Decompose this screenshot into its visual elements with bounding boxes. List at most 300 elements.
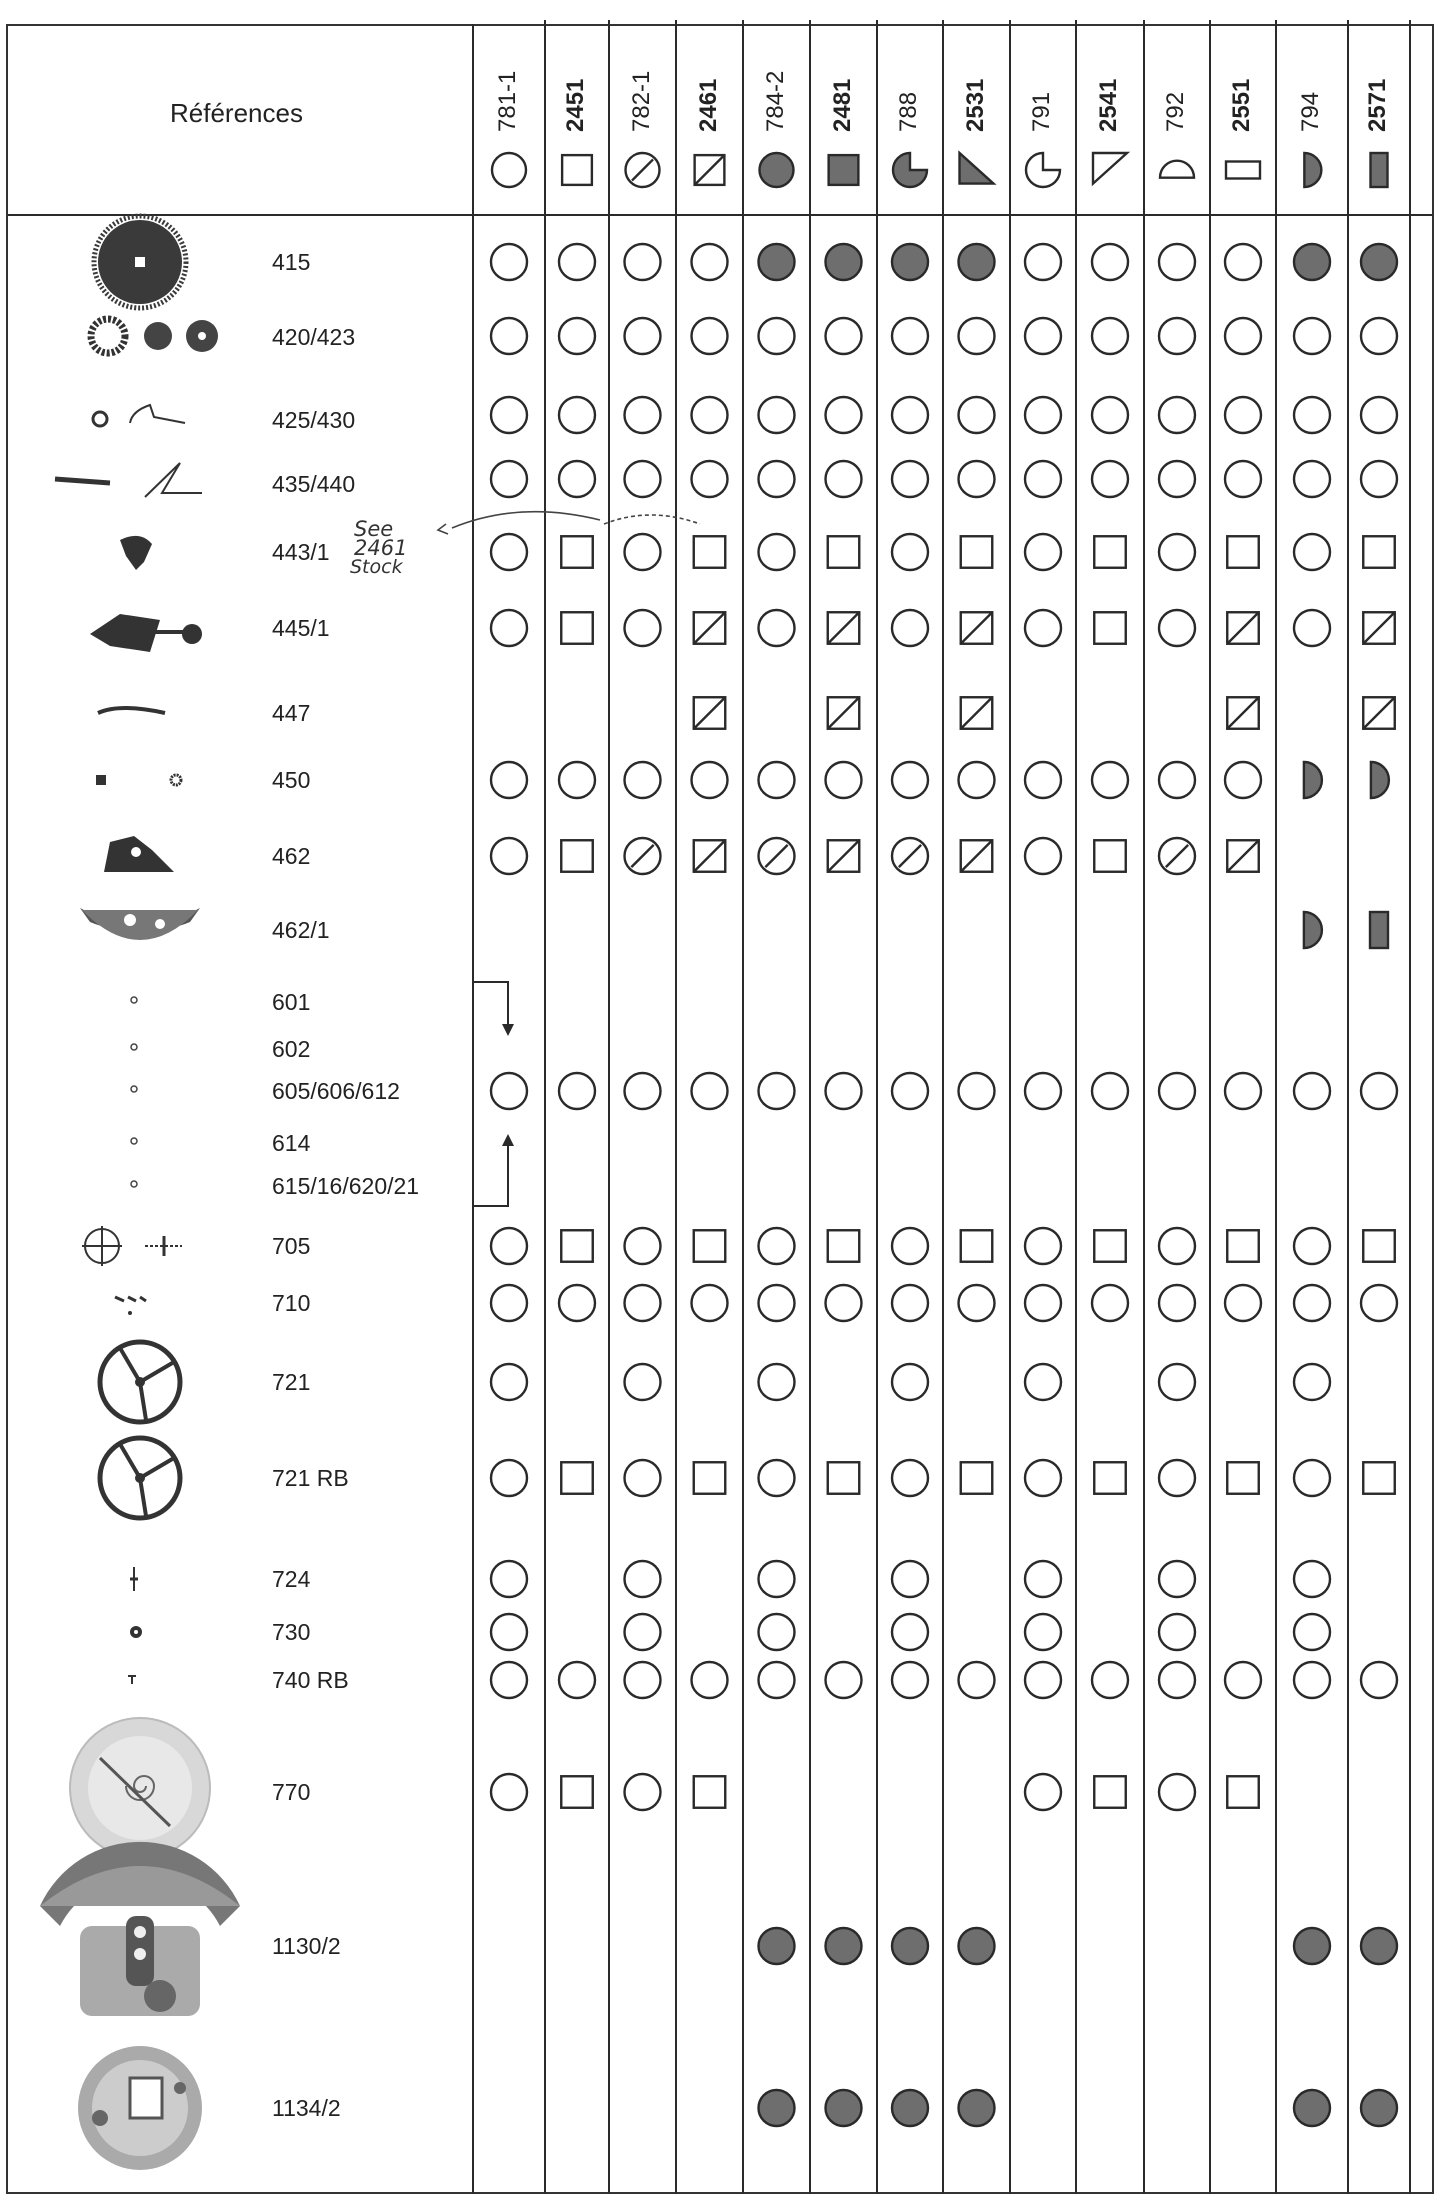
cell-450-2551 [1225, 762, 1261, 798]
cell-705-2451 [561, 1230, 593, 1262]
table-row [491, 1561, 1330, 1597]
cell-721-RB-791 [1025, 1460, 1061, 1496]
cell-721-781-1 [491, 1364, 527, 1400]
cell-445-1-792 [1159, 610, 1195, 646]
cell-415-794 [1294, 244, 1330, 280]
cell-730-784-2 [759, 1614, 795, 1650]
cell-420-423-2531 [959, 318, 995, 354]
cell-605-606-612-2531 [959, 1073, 995, 1109]
cell-1130-2-2481 [826, 1928, 862, 1964]
cell-420-423-2461 [692, 318, 728, 354]
cell-415-2461 [692, 244, 728, 280]
cell-450-2541 [1092, 762, 1128, 798]
column-symbol-784-2 [760, 153, 794, 187]
cell-705-792 [1159, 1228, 1195, 1264]
cell-450-782-1 [625, 762, 661, 798]
cell-443-1-781-1 [491, 534, 527, 570]
ref-label-415: 415 [272, 249, 311, 275]
cell-443-1-784-2 [759, 534, 795, 570]
cell-740-RB-784-2 [759, 1662, 795, 1698]
cell-705-2541 [1094, 1230, 1126, 1262]
column-code-781-1: 781-1 [494, 70, 521, 132]
cell-1130-2-784-2 [759, 1928, 795, 1964]
ref-label-705: 705 [272, 1233, 311, 1259]
cell-462-782-1 [625, 838, 661, 874]
cell-415-792 [1159, 244, 1195, 280]
cell-605-606-612-794 [1294, 1073, 1330, 1109]
ref-label-1130-2: 1130/2 [272, 1933, 341, 1959]
cell-447-2531 [961, 697, 993, 729]
cell-721-RB-782-1 [625, 1460, 661, 1496]
ref-label-770: 770 [272, 1779, 311, 1805]
ref-label-721: 721 [272, 1369, 311, 1395]
cell-445-1-791 [1025, 610, 1061, 646]
column-symbol-2461 [695, 155, 725, 185]
cell-435-440-788 [892, 461, 928, 497]
cell-420-423-2571 [1361, 318, 1397, 354]
cell-721-RB-2541 [1094, 1462, 1126, 1494]
cell-443-1-792 [1159, 534, 1195, 570]
cell-443-1-2531 [961, 536, 993, 568]
cell-435-440-2541 [1092, 461, 1128, 497]
cell-710-791 [1025, 1285, 1061, 1321]
column-code-791: 791 [1028, 91, 1055, 132]
cell-705-781-1 [491, 1228, 527, 1264]
cell-450-791 [1025, 762, 1061, 798]
cell-605-606-612-781-1 [491, 1073, 527, 1109]
cell-435-440-2451 [559, 461, 595, 497]
cell-721-RB-788 [892, 1460, 928, 1496]
cell-435-440-781-1 [491, 461, 527, 497]
cell-450-2461 [692, 762, 728, 798]
column-symbol-2451 [562, 155, 592, 185]
cell-740-RB-794 [1294, 1662, 1330, 1698]
table-row [759, 2090, 1398, 2126]
cell-740-RB-792 [1159, 1662, 1195, 1698]
ref-label-420-423: 420/423 [272, 324, 356, 350]
cell-415-2541 [1092, 244, 1128, 280]
cell-710-2571 [1361, 1285, 1397, 1321]
cell-425-430-791 [1025, 397, 1061, 433]
cell-450-794 [1304, 762, 1322, 798]
jewel-small-icon [131, 1138, 137, 1144]
cell-770-2541 [1094, 1776, 1126, 1808]
cell-770-792 [1159, 1774, 1195, 1810]
lever-spring-icon [55, 463, 202, 497]
cell-705-2481 [828, 1230, 860, 1262]
table-row [491, 762, 1389, 798]
note-line-1: See [354, 517, 394, 541]
ref-label-721-RB: 721 RB [272, 1465, 349, 1491]
rotor-bridge-icon [80, 908, 200, 940]
balance-wheel-icon [100, 1438, 180, 1518]
column-symbol-792 [1160, 161, 1194, 178]
column-symbol-782-1 [626, 153, 660, 187]
cell-1134-2-794 [1294, 2090, 1330, 2126]
cell-724-781-1 [491, 1561, 527, 1597]
bracket-top-line [473, 982, 508, 1030]
yoke-icon [90, 614, 202, 652]
yoke-spring-icon [98, 708, 165, 713]
cell-730-794 [1294, 1614, 1330, 1650]
ref-label-447: 447 [272, 700, 311, 726]
cell-443-1-794 [1294, 534, 1330, 570]
cell-415-2531 [959, 244, 995, 280]
table-row [491, 1614, 1330, 1650]
column-code-2481: 2481 [828, 78, 856, 132]
pallet-fork-icon [115, 1297, 146, 1315]
pinion-icon [96, 775, 181, 785]
part-icons [40, 216, 240, 2170]
cell-710-2531 [959, 1285, 995, 1321]
cell-443-1-2451 [561, 536, 593, 568]
cell-425-430-2541 [1092, 397, 1128, 433]
column-code-2541: 2541 [1095, 78, 1122, 132]
cell-447-2551 [1227, 697, 1259, 729]
cell-605-606-612-784-2 [759, 1073, 795, 1109]
pin-icon [128, 1676, 136, 1684]
cell-445-1-2461 [694, 612, 726, 644]
cell-710-2551 [1225, 1285, 1261, 1321]
cell-462-2551 [1227, 840, 1259, 872]
ref-label-602: 602 [272, 1036, 311, 1062]
cell-740-RB-2571 [1361, 1662, 1397, 1698]
cell-770-2451 [561, 1776, 593, 1808]
cell-450-2531 [959, 762, 995, 798]
cell-447-2461 [694, 697, 726, 729]
cell-425-430-2451 [559, 397, 595, 433]
cell-447-2571 [1363, 697, 1395, 729]
cell-425-430-2481 [826, 397, 862, 433]
cell-435-440-794 [1294, 461, 1330, 497]
cell-443-1-2481 [828, 536, 860, 568]
column-code-2451: 2451 [562, 78, 589, 132]
cell-724-788 [892, 1561, 928, 1597]
cell-605-606-612-2541 [1092, 1073, 1128, 1109]
cell-462-1-2571 [1370, 912, 1388, 948]
cell-721-RB-2461 [694, 1462, 726, 1494]
cell-721-RB-784-2 [759, 1460, 795, 1496]
cell-450-2571 [1371, 762, 1389, 798]
cell-705-2531 [961, 1230, 993, 1262]
cell-740-RB-2551 [1225, 1662, 1261, 1698]
ref-label-425-430: 425/430 [272, 407, 356, 433]
ratchet-wheels-icon [91, 319, 218, 353]
cell-462-792 [1159, 838, 1195, 874]
cell-443-1-2461 [694, 536, 726, 568]
cell-721-RB-2481 [828, 1462, 860, 1494]
ref-label-445-1: 445/1 [272, 615, 330, 641]
cell-1134-2-788 [892, 2090, 928, 2126]
cell-740-RB-2481 [826, 1662, 862, 1698]
column-code-2531: 2531 [961, 78, 989, 132]
cell-724-782-1 [625, 1561, 661, 1597]
cell-425-430-2531 [959, 397, 995, 433]
bracket-arrow-down-icon [502, 1024, 514, 1036]
cell-443-1-791 [1025, 534, 1061, 570]
cell-447-2481 [828, 697, 860, 729]
cell-605-606-612-2461 [692, 1073, 728, 1109]
column-code-2461: 2461 [694, 78, 722, 132]
cell-1130-2-794 [1294, 1928, 1330, 1964]
cell-605-606-612-788 [892, 1073, 928, 1109]
ref-label-730: 730 [272, 1619, 311, 1645]
ref-label-450: 450 [272, 767, 311, 793]
column-symbol-2551 [1226, 162, 1260, 179]
cell-605-606-612-2481 [826, 1073, 862, 1109]
cell-705-782-1 [625, 1228, 661, 1264]
ref-label-710: 710 [272, 1290, 311, 1316]
cell-415-784-2 [759, 244, 795, 280]
cell-605-606-612-782-1 [625, 1073, 661, 1109]
ref-label-724: 724 [272, 1566, 311, 1592]
cell-721-RB-2531 [961, 1462, 993, 1494]
cell-770-2461 [694, 1776, 726, 1808]
cell-462-2451 [561, 840, 593, 872]
bridge-icon [104, 836, 174, 872]
cell-435-440-792 [1159, 461, 1195, 497]
column-code-2571: 2571 [1364, 78, 1391, 132]
cell-420-423-791 [1025, 318, 1061, 354]
cell-740-RB-2461 [692, 1662, 728, 1698]
gear-wheel-icon [94, 216, 186, 308]
table-row [759, 1928, 1398, 1964]
cell-415-2451 [559, 244, 595, 280]
cell-721-RB-794 [1294, 1460, 1330, 1496]
cell-730-781-1 [491, 1614, 527, 1650]
cell-445-1-2481 [828, 612, 860, 644]
ref-label-601: 601 [272, 989, 311, 1015]
note-arrow-line-2 [604, 515, 700, 524]
cell-710-788 [892, 1285, 928, 1321]
cell-1130-2-2531 [959, 1928, 995, 1964]
cell-710-782-1 [625, 1285, 661, 1321]
column-symbol-794 [1304, 153, 1321, 187]
cell-724-794 [1294, 1561, 1330, 1597]
column-code-784-2: 784-2 [761, 70, 789, 132]
cell-420-423-781-1 [491, 318, 527, 354]
cell-450-2481 [826, 762, 862, 798]
cell-415-2551 [1225, 244, 1261, 280]
cell-443-1-788 [892, 534, 928, 570]
cell-740-RB-791 [1025, 1662, 1061, 1698]
column-symbol-791 [1026, 153, 1060, 187]
ref-label-462: 462 [272, 843, 311, 869]
cell-710-792 [1159, 1285, 1195, 1321]
ref-label-614: 614 [272, 1130, 311, 1156]
cell-445-1-788 [892, 610, 928, 646]
cell-721-RB-792 [1159, 1460, 1195, 1496]
cell-705-784-2 [759, 1228, 795, 1264]
ref-label-615-16-620-21: 615/16/620/21 [272, 1173, 420, 1199]
cell-435-440-2551 [1225, 461, 1261, 497]
cell-420-423-794 [1294, 318, 1330, 354]
cell-462-2481 [828, 840, 860, 872]
cell-425-430-2551 [1225, 397, 1261, 433]
cell-1130-2-2571 [1361, 1928, 1397, 1964]
cell-730-792 [1159, 1614, 1195, 1650]
cell-425-430-782-1 [625, 397, 661, 433]
ref-label-435-440: 435/440 [272, 471, 356, 497]
cell-1130-2-788 [892, 1928, 928, 1964]
cell-605-606-612-2451 [559, 1073, 595, 1109]
cell-462-1-794 [1304, 912, 1322, 948]
oscillating-weight-icon [40, 1842, 240, 2016]
cell-435-440-791 [1025, 461, 1061, 497]
cell-420-423-782-1 [625, 318, 661, 354]
cell-1134-2-784-2 [759, 2090, 795, 2126]
cell-730-791 [1025, 1614, 1061, 1650]
cell-1134-2-2481 [826, 2090, 862, 2126]
cell-425-430-2461 [692, 397, 728, 433]
cell-415-2481 [826, 244, 862, 280]
note-line-3: Stock [350, 556, 403, 578]
cell-710-2541 [1092, 1285, 1128, 1321]
cell-724-791 [1025, 1561, 1061, 1597]
cell-462-2541 [1094, 840, 1126, 872]
cell-445-1-2541 [1094, 612, 1126, 644]
cell-462-781-1 [491, 838, 527, 874]
cell-710-784-2 [759, 1285, 795, 1321]
cell-705-788 [892, 1228, 928, 1264]
roller-icon [130, 1626, 142, 1638]
cell-740-RB-2451 [559, 1662, 595, 1698]
cell-415-791 [1025, 244, 1061, 280]
cell-605-606-612-2571 [1361, 1073, 1397, 1109]
cell-443-1-2551 [1227, 536, 1259, 568]
cell-740-RB-2531 [959, 1662, 995, 1698]
note-arrow-line [452, 512, 600, 528]
column-code-794: 794 [1297, 91, 1324, 132]
cell-445-1-2531 [961, 612, 993, 644]
ref-label-740-RB: 740 RB [272, 1667, 349, 1693]
cell-420-423-2551 [1225, 318, 1261, 354]
automatic-bridge-icon [78, 2046, 202, 2170]
cell-710-2451 [559, 1285, 595, 1321]
column-symbol-781-1 [492, 153, 526, 187]
cell-705-794 [1294, 1228, 1330, 1264]
cell-435-440-2461 [692, 461, 728, 497]
cell-443-1-2541 [1094, 536, 1126, 568]
cell-721-RB-2551 [1227, 1462, 1259, 1494]
cell-462-2531 [961, 840, 993, 872]
ref-label-462-1: 462/1 [272, 917, 330, 943]
jewel-small-icon [131, 1086, 137, 1092]
cell-420-423-792 [1159, 318, 1195, 354]
cell-462-788 [892, 838, 928, 874]
column-code-2551: 2551 [1228, 78, 1255, 132]
cell-445-1-2571 [1363, 612, 1395, 644]
cell-1134-2-2571 [1361, 2090, 1397, 2126]
cell-721-782-1 [625, 1364, 661, 1400]
cell-705-2571 [1363, 1230, 1395, 1262]
cell-450-792 [1159, 762, 1195, 798]
cell-435-440-782-1 [625, 461, 661, 497]
references-heading: Références [170, 98, 303, 128]
cell-740-RB-782-1 [625, 1662, 661, 1698]
cell-770-791 [1025, 1774, 1061, 1810]
cell-450-2451 [559, 762, 595, 798]
cell-721-794 [1294, 1364, 1330, 1400]
cell-721-RB-2571 [1363, 1462, 1395, 1494]
cell-415-782-1 [625, 244, 661, 280]
cell-445-1-782-1 [625, 610, 661, 646]
cell-450-788 [892, 762, 928, 798]
ref-label-605-606-612: 605/606/612 [272, 1078, 400, 1104]
cell-420-423-2481 [826, 318, 862, 354]
jewel-small-icon [131, 1181, 137, 1187]
column-symbol-2571 [1371, 153, 1388, 187]
cell-705-791 [1025, 1228, 1061, 1264]
cell-721-788 [892, 1364, 928, 1400]
cell-740-RB-781-1 [491, 1662, 527, 1698]
cell-710-2481 [826, 1285, 862, 1321]
column-symbol-2481 [829, 155, 859, 185]
table-row [694, 697, 1395, 729]
cell-724-784-2 [759, 1561, 795, 1597]
cell-605-606-612-2551 [1225, 1073, 1261, 1109]
cell-435-440-2571 [1361, 461, 1397, 497]
balance-wheel-icon [100, 1342, 180, 1422]
hairspring-icon [70, 1718, 210, 1858]
ref-label-1134-2: 1134/2 [272, 2095, 341, 2121]
cell-450-781-1 [491, 762, 527, 798]
jewel-small-icon [131, 997, 137, 1003]
cell-445-1-784-2 [759, 610, 795, 646]
cell-724-792 [1159, 1561, 1195, 1597]
table-row [491, 1364, 1330, 1400]
cell-770-781-1 [491, 1774, 527, 1810]
cell-710-794 [1294, 1285, 1330, 1321]
column-symbol-788 [893, 153, 927, 187]
cell-462-791 [1025, 838, 1061, 874]
cell-435-440-2481 [826, 461, 862, 497]
column-symbol-2541 [1093, 153, 1127, 184]
cell-721-791 [1025, 1364, 1061, 1400]
column-code-788: 788 [895, 91, 922, 132]
cell-443-1-2571 [1363, 536, 1395, 568]
cell-445-1-2551 [1227, 612, 1259, 644]
cell-721-792 [1159, 1364, 1195, 1400]
column-code-792: 792 [1162, 91, 1189, 132]
cell-730-788 [892, 1614, 928, 1650]
cell-435-440-784-2 [759, 461, 795, 497]
cell-605-606-612-791 [1025, 1073, 1061, 1109]
note-line-2: 2461 [354, 536, 408, 560]
cell-445-1-794 [1294, 610, 1330, 646]
cell-420-423-2451 [559, 318, 595, 354]
cell-420-423-784-2 [759, 318, 795, 354]
cell-605-606-612-792 [1159, 1073, 1195, 1109]
click-spring-icon [93, 405, 185, 426]
cell-740-RB-788 [892, 1662, 928, 1698]
cell-425-430-784-2 [759, 397, 795, 433]
cell-415-788 [892, 244, 928, 280]
bracket-bottom-line [473, 1140, 508, 1206]
cell-740-RB-2541 [1092, 1662, 1128, 1698]
bracket-arrow-up-icon [502, 1134, 514, 1146]
cell-450-784-2 [759, 762, 795, 798]
cell-770-782-1 [625, 1774, 661, 1810]
cell-721-784-2 [759, 1364, 795, 1400]
cell-425-430-794 [1294, 397, 1330, 433]
balance-staff-icon [130, 1567, 138, 1591]
cell-721-RB-2451 [561, 1462, 593, 1494]
ref-label-443-1: 443/1 [272, 539, 330, 565]
cell-770-2551 [1227, 1776, 1259, 1808]
cell-710-781-1 [491, 1285, 527, 1321]
cell-705-2551 [1227, 1230, 1259, 1262]
